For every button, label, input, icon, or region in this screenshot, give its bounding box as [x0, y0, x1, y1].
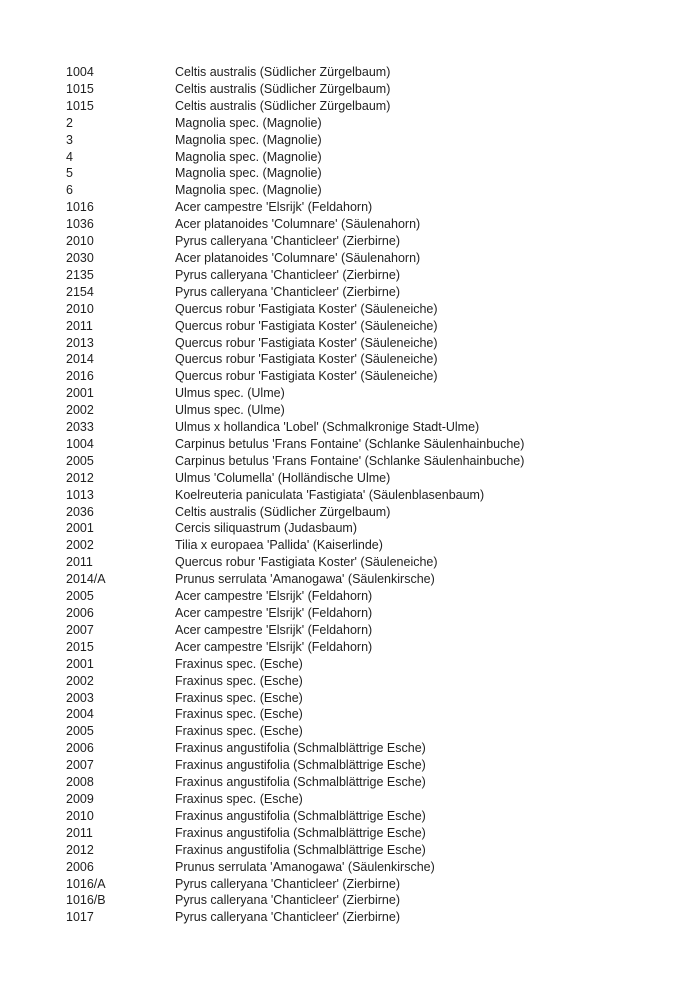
list-row [66, 487, 670, 504]
list-row [66, 419, 670, 436]
tree-id: 1016/A [66, 876, 106, 891]
list-row [66, 98, 670, 115]
list-row [66, 825, 670, 842]
tree-species: Quercus robur 'Fastigiata Koster' (Säuleneiche) [175, 555, 438, 570]
list-row [66, 808, 670, 825]
tree-species: Celtis australis (Südlicher Zürgelbaum) [175, 81, 391, 96]
tree-species: Quercus robur 'Fastigiata Koster' (Säuleneiche) [175, 301, 438, 316]
tree-id: 5 [66, 166, 73, 181]
tree-species: Carpinus betulus 'Frans Fontaine' (Schlanke Säulenhainbuche) [175, 453, 525, 468]
tree-id: 2003 [66, 690, 94, 705]
list-row [66, 453, 670, 470]
tree-id: 2 [66, 115, 73, 130]
tree-id: 3 [66, 132, 73, 147]
tree-id: 2016 [66, 369, 94, 384]
list-row [66, 115, 670, 132]
tree-id: 2030 [66, 250, 94, 265]
list-row [66, 182, 670, 199]
list-row [66, 757, 670, 774]
tree-species: Fraxinus spec. (Esche) [175, 690, 303, 705]
list-row [66, 149, 670, 166]
tree-id: 2010 [66, 234, 94, 249]
tree-species: Celtis australis (Südlicher Zürgelbaum) [175, 65, 391, 79]
list-row [66, 859, 670, 876]
tree-id: 2033 [66, 420, 94, 435]
list-row [66, 520, 670, 537]
tree-species: Fraxinus angustifolia (Schmalblättrige Esche) [175, 758, 426, 773]
tree-species: Pyrus calleryana 'Chanticleer' (Zierbirne) [175, 876, 400, 891]
list-row [66, 690, 670, 707]
tree-species: Acer campestre 'Elsrijk' (Feldahorn) [175, 200, 373, 215]
tree-id: 6 [66, 183, 73, 198]
list-row [66, 318, 670, 335]
tree-id: 2001 [66, 521, 94, 536]
tree-species: Ulmus 'Columella' (Holländische Ulme) [175, 470, 391, 485]
tree-species: Fraxinus spec. (Esche) [175, 791, 303, 806]
tree-species: Acer campestre 'Elsrijk' (Feldahorn) [175, 606, 373, 620]
tree-species: Fraxinus spec. (Esche) [175, 656, 303, 671]
tree-id: 2002 [66, 673, 94, 688]
tree-species: Quercus robur 'Fastigiata Koster' (Säuleneiche) [175, 335, 438, 350]
tree-species: Acer campestre 'Elsrijk' (Feldahorn) [175, 639, 373, 654]
tree-id: 2010 [66, 301, 94, 316]
tree-id: 1016 [66, 200, 94, 215]
tree-species: Ulmus spec. (Ulme) [175, 403, 285, 418]
tree-species: Pyrus calleryana 'Chanticleer' (Zierbirne) [175, 284, 400, 299]
list-row [66, 301, 670, 318]
list-row [66, 368, 670, 385]
tree-species: Fraxinus angustifolia (Schmalblättrige Esche) [175, 808, 426, 823]
tree-species: Prunus serrulata 'Amanogawa' (Säulenkirsche) [175, 572, 435, 587]
tree-species: Fraxinus angustifolia (Schmalblättrige Esche) [175, 741, 426, 756]
tree-species: Acer platanoides 'Columnare' (Säulenahorn) [175, 217, 421, 232]
tree-id: 2002 [66, 538, 94, 553]
tree-id: 2001 [66, 386, 94, 401]
tree-species: Acer platanoides 'Columnare' (Säulenahorn) [175, 250, 421, 265]
tree-id: 4 [66, 149, 73, 164]
tree-id: 2004 [66, 707, 94, 722]
list-row [66, 723, 670, 740]
list-row [66, 402, 670, 419]
list-row [66, 791, 670, 808]
list-row [66, 216, 670, 233]
tree-species: Fraxinus angustifolia (Schmalblättrige Esche) [175, 825, 426, 840]
tree-species: Magnolia spec. (Magnolie) [175, 149, 322, 164]
tree-id: 2006 [66, 741, 94, 756]
list-row [66, 774, 670, 791]
tree-species: Acer campestre 'Elsrijk' (Feldahorn) [175, 622, 373, 637]
tree-id: 2012 [66, 842, 94, 857]
tree-id: 2014 [66, 352, 94, 367]
tree-id: 1004 [66, 436, 94, 451]
tree-id: 1036 [66, 217, 94, 232]
tree-id: 2007 [66, 622, 94, 637]
list-row [66, 537, 670, 554]
list-row [66, 351, 670, 368]
tree-id: 2010 [66, 808, 94, 823]
list-row [66, 876, 670, 893]
list-row [66, 335, 670, 352]
tree-id: 2135 [66, 267, 94, 282]
list-row [66, 673, 670, 690]
list-row [66, 504, 670, 521]
tree-species: Fraxinus spec. (Esche) [175, 724, 303, 739]
tree-id: 2005 [66, 453, 94, 468]
list-row [66, 842, 670, 859]
tree-id: 1013 [66, 487, 94, 502]
list-row [66, 233, 670, 250]
tree-id: 2002 [66, 403, 94, 418]
tree-id: 1015 [66, 81, 94, 96]
tree-id: 2006 [66, 606, 94, 620]
list-row [66, 622, 670, 639]
tree-id: 2013 [66, 335, 94, 350]
list-row [66, 199, 670, 216]
tree-species: Quercus robur 'Fastigiata Koster' (Säuleneiche) [175, 369, 438, 384]
tree-species: Quercus robur 'Fastigiata Koster' (Säuleneiche) [175, 318, 438, 333]
tree-species: Pyrus calleryana 'Chanticleer' (Zierbirne) [175, 267, 400, 282]
list-row [66, 656, 670, 673]
list-row [66, 385, 670, 402]
tree-species: Acer campestre 'Elsrijk' (Feldahorn) [175, 589, 373, 604]
tree-species: Ulmus spec. (Ulme) [175, 386, 285, 401]
tree-id: 1004 [66, 65, 94, 79]
list-row [66, 250, 670, 267]
tree-species: Magnolia spec. (Magnolie) [175, 132, 322, 147]
tree-id: 2008 [66, 775, 94, 790]
tree-id: 1016/B [66, 893, 106, 908]
tree-id: 2036 [66, 504, 94, 519]
tree-species: Fraxinus spec. (Esche) [175, 673, 303, 688]
tree-species: Pyrus calleryana 'Chanticleer' (Zierbirne) [175, 910, 400, 925]
tree-species: Quercus robur 'Fastigiata Koster' (Säuleneiche) [175, 352, 438, 367]
tree-id: 2015 [66, 639, 94, 654]
tree-species: Magnolia spec. (Magnolie) [175, 183, 322, 198]
tree-species: Koelreuteria paniculata 'Fastigiata' (Säulenblasenbaum) [175, 487, 485, 502]
list-row [66, 706, 670, 723]
tree-species: Carpinus betulus 'Frans Fontaine' (Schlanke Säulenhainbuche) [175, 436, 525, 451]
tree-id: 2154 [66, 284, 94, 299]
tree-species: Pyrus calleryana 'Chanticleer' (Zierbirne) [175, 893, 400, 908]
tree-id: 2011 [66, 318, 93, 333]
list-row [66, 571, 670, 588]
tree-species: Magnolia spec. (Magnolie) [175, 115, 322, 130]
tree-species: Celtis australis (Südlicher Zürgelbaum) [175, 504, 391, 519]
list-row [66, 284, 670, 301]
tree-id: 1017 [66, 910, 94, 925]
tree-species: Ulmus x hollandica 'Lobel' (Schmalkronige Stadt-Ulme) [175, 420, 480, 435]
list-row [66, 588, 670, 605]
tree-species: Tilia x europaea 'Pallida' (Kaiserlinde) [175, 538, 383, 553]
tree-list [66, 64, 670, 926]
list-row [66, 740, 670, 757]
tree-id: 2001 [66, 656, 94, 671]
list-row [66, 64, 670, 81]
tree-species: Cercis siliquastrum (Judasbaum) [175, 521, 358, 536]
tree-id: 2014/A [66, 572, 106, 587]
tree-id: 1015 [66, 98, 94, 113]
list-row [66, 165, 670, 182]
tree-id: 2006 [66, 859, 94, 874]
tree-id: 2011 [66, 555, 93, 570]
tree-id: 2011 [66, 825, 93, 840]
tree-species: Celtis australis (Südlicher Zürgelbaum) [175, 98, 391, 113]
list-row [66, 639, 670, 656]
tree-id: 2007 [66, 758, 94, 773]
list-row [66, 81, 670, 98]
list-row [66, 909, 670, 926]
list-row [66, 605, 670, 622]
tree-id: 2012 [66, 470, 94, 485]
tree-id: 2009 [66, 791, 94, 806]
tree-species: Fraxinus spec. (Esche) [175, 707, 303, 722]
tree-species: Magnolia spec. (Magnolie) [175, 166, 322, 181]
list-row [66, 554, 670, 571]
tree-species: Fraxinus angustifolia (Schmalblättrige Esche) [175, 775, 426, 790]
list-row [66, 132, 670, 149]
tree-species: Fraxinus angustifolia (Schmalblättrige Esche) [175, 842, 426, 857]
list-row [66, 892, 670, 909]
list-row [66, 267, 670, 284]
tree-id: 2005 [66, 724, 94, 739]
list-row [66, 470, 670, 487]
tree-id: 2005 [66, 589, 94, 604]
list-row [66, 436, 670, 453]
tree-species: Pyrus calleryana 'Chanticleer' (Zierbirne) [175, 234, 400, 249]
tree-species: Prunus serrulata 'Amanogawa' (Säulenkirsche) [175, 859, 435, 874]
